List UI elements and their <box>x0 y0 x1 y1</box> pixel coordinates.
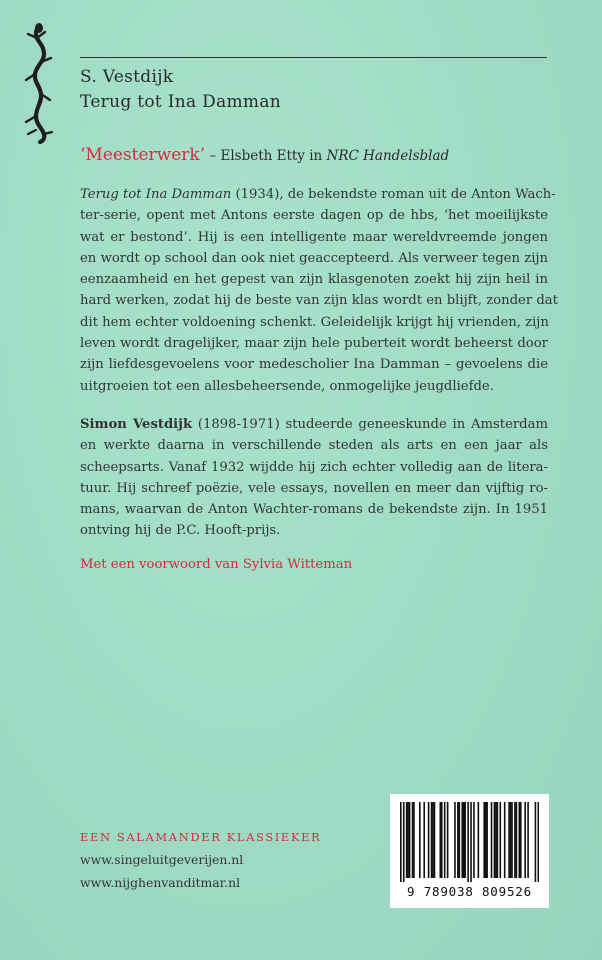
review-quote <box>80 145 449 166</box>
salamander-logo-icon <box>14 22 60 144</box>
barcode-bar <box>447 802 449 878</box>
barcode-bar <box>412 802 414 878</box>
barcode-bar <box>504 802 506 878</box>
quote-source: NRC Handelsblad <box>326 148 450 164</box>
barcode-bar <box>538 802 539 882</box>
barcode-bars <box>400 802 539 882</box>
website-link[interactable]: www.nijghenvanditmar.nl <box>80 875 241 890</box>
barcode-bar <box>428 802 430 878</box>
barcode-bar <box>461 802 463 878</box>
barcode-bar <box>516 802 518 878</box>
book-title: Terug tot Ina Damman <box>80 92 282 112</box>
foreword-note: Met een voorwoord van Sylvia Witteman <box>80 557 353 572</box>
barcode-bar <box>520 802 522 878</box>
barcode-bar <box>511 802 513 878</box>
barcode-bar <box>491 802 493 878</box>
barcode-bar <box>508 802 510 878</box>
description-line: (1934), de bekendste roman uit de Anton Wach- <box>235 187 556 202</box>
barcode-bar <box>473 802 475 878</box>
bio-line: (1898-1971) studeerde geneeskunde in Amsterdam <box>197 417 548 432</box>
barcode-bar <box>470 802 472 882</box>
barcode-bar <box>409 802 411 878</box>
barcode-bar <box>463 802 465 878</box>
barcode-bar <box>441 802 443 878</box>
barcode-bar <box>467 802 469 882</box>
barcode-bar <box>527 802 529 878</box>
description-line: dit hem echter voldoening schenkt. Geleidelijk krijgt hij vrienden, zijn <box>80 314 549 330</box>
header-divider <box>80 57 547 58</box>
barcode-bar <box>454 802 456 878</box>
barcode-bar <box>403 802 405 882</box>
website-link[interactable]: www.singeluitgeverijen.nl <box>80 852 244 867</box>
barcode-bar <box>485 802 487 878</box>
barcode-bar <box>400 802 402 882</box>
barcode-bar <box>524 802 526 878</box>
description-line: eenzaamheid en het gepest van zijn klasgenoten zoekt hij zijn heil in <box>80 272 548 288</box>
isbn-number: 9 789038 809526 <box>407 884 532 899</box>
barcode-bar <box>497 802 499 878</box>
bio-line: scheepsarts. Vanaf 1932 wijdde hij zich echter volledig aan de litera- <box>80 459 548 475</box>
barcode-bar <box>494 802 496 878</box>
barcode-bar <box>432 802 434 878</box>
bio-line: mans, waarvan de Anton Wachter-romans de bekendste zijn. In 1951 <box>80 502 548 518</box>
barcode-bar <box>431 802 433 878</box>
bio-author-name: Simon Vestdijk <box>80 417 193 432</box>
barcode-bar <box>423 802 425 878</box>
description-line: leven wordt dragelijker, maar zijn hele puberteit wordt beheerst door <box>80 336 548 352</box>
author-name: S. Vestdijk <box>80 67 174 87</box>
barcode-bar <box>434 802 436 878</box>
description-line: en wordt op school dan ook niet geaccepteerd. Als verweer tegen zijn <box>80 250 548 266</box>
barcode-bar <box>495 802 497 878</box>
description-book-title: Terug tot Ina Damman <box>80 187 232 202</box>
isbn-barcode <box>390 794 549 908</box>
barcode-bar <box>419 802 421 878</box>
barcode-bar <box>535 802 537 882</box>
barcode-bar <box>519 802 521 878</box>
barcode-bar <box>406 802 408 878</box>
series-name: EEN SALAMANDER KLASSIEKER <box>80 830 322 844</box>
barcode-bar <box>486 802 488 878</box>
barcode-bar <box>444 802 446 878</box>
barcode-bar <box>499 802 501 878</box>
quote-text: ‘Meesterwerk’ <box>80 145 206 165</box>
barcode-bar <box>440 802 442 878</box>
book-description <box>80 184 558 397</box>
description-line: hard werken, zodat hij de beste van zijn klas wordt en blijft, zonder dat <box>80 293 558 309</box>
barcode-bar <box>478 802 480 878</box>
barcode-bar <box>514 802 516 878</box>
bio-line: ontving hij de P.C. Hooft-prijs. <box>80 523 281 539</box>
description-line: zijn liefdesgevoelens voor medescholier Ina Damman – gevoelens die <box>80 357 548 373</box>
barcode-bar <box>459 802 461 878</box>
barcode-bar <box>413 802 415 878</box>
description-line: ter-serie, opent met Antons eerste dagen op de hbs, ‘het moeilijkste <box>80 208 548 224</box>
barcode-bar <box>483 802 485 878</box>
barcode-bar <box>464 802 466 878</box>
description-line: wat er bestond’. Hij is een intelligente maar wereldvreemde jongen <box>80 229 548 245</box>
bio-line: en werkte daarna in verschillende steden als arts en een jaar als <box>80 438 548 454</box>
quote-attribution: – Elsbeth Etty in <box>209 148 323 164</box>
barcode-bar <box>457 802 459 878</box>
barcode-bar <box>510 802 512 878</box>
barcode-bar <box>407 802 409 878</box>
description-line: uitgroeien tot een allesbeheersende, onmogelijke jeugdliefde. <box>80 378 494 394</box>
author-bio <box>80 414 548 542</box>
bio-line: tuur. Hij schreef poëzie, vele essays, novellen en meer dan vijftig ro- <box>80 480 548 496</box>
